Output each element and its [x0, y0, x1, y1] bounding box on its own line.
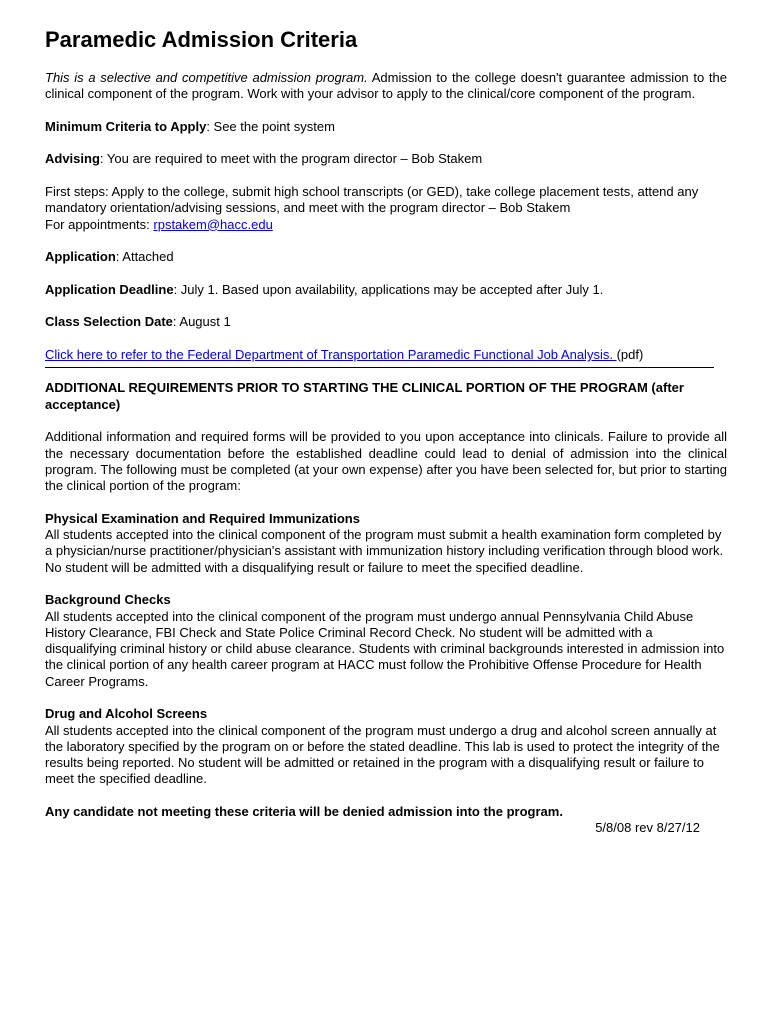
physical-text: All students accepted into the clinical component of the program must submit a health examination form completed by a physician/nurse practitioner/physician's assistant with immunization history including verification through blood work. No student will be admitted with a disqualifying result or failure to meet the specified deadline. — [45, 527, 724, 575]
application — [45, 249, 727, 265]
physical-section — [45, 511, 727, 576]
application-text: : Attached — [115, 249, 174, 265]
minimum-criteria — [45, 119, 727, 135]
final-note: Any candidate not meeting these criteria will be denied admission into the program. — [45, 804, 563, 820]
document-page — [45, 26, 727, 837]
email-link[interactable]: rpstakem@hacc.edu — [153, 216, 273, 232]
drug-title: Drug and Alcohol Screens — [45, 706, 208, 722]
first-steps — [45, 184, 727, 233]
advising — [45, 151, 727, 167]
appointments-label: For appointments: — [45, 216, 154, 232]
background-title: Background Checks — [45, 592, 171, 608]
intro-text: Admission to the college doesn't guarantee admission to the clinical component of the program. Work with your advisor to apply to the clinical/core component of the program. — [45, 70, 727, 102]
background-text: All students accepted into the clinical component of the program must undergo annual Pennsylvania Child Abuse History Clearance, FBI Check and State Police Criminal Record Check. No student will be admitted with a disqualifying criminal history or child abuse clearance. Students with criminal backgrounds interested in admission into the clinical portion of any health career program at HACC must follow the Prohibitive Offense Procedure for Health Career Programs. — [45, 608, 725, 689]
deadline-text: : July 1. Based upon availability, applications may be accepted after July 1. — [173, 281, 604, 297]
class-selection — [45, 314, 727, 330]
class-selection-label: Class Selection Date — [45, 314, 173, 330]
minimum-label: Minimum Criteria to Apply — [45, 118, 207, 134]
class-selection-text: : August 1 — [172, 314, 231, 330]
divider — [45, 367, 714, 368]
page-title: Paramedic Admission Criteria — [45, 27, 358, 52]
additional-requirements-heading: ADDITIONAL REQUIREMENTS PRIOR TO STARTING THE CLINICAL PORTION OF THE PROGRAM (after acceptance) — [45, 380, 684, 412]
intro-italic: This is a selective and competitive admission program. — [45, 70, 368, 85]
dot-job-analysis-link[interactable]: Click here to refer to the Federal Department of Transportation Paramedic Functional Job Analysis. — [45, 347, 617, 363]
drug-text: All students accepted into the clinical component of the program must undergo a drug and alcohol screen annually at the laboratory specified by the program on or before the stated deadline. This lab is used to protect the integrity of the results being reported. No student will be admitted or retained in the program with a disqualifying result or failure to meet the specified deadline. — [45, 722, 720, 787]
dot-link-suffix: (pdf) — [616, 347, 644, 363]
physical-title: Physical Examination and Required Immunizations — [45, 510, 360, 526]
intro-paragraph — [45, 70, 727, 103]
dot-link-line — [45, 347, 727, 363]
application-label: Application — [45, 249, 116, 265]
drug-section — [45, 706, 727, 787]
additional-intro: Additional information and required forms will be provided to you upon acceptance into clinicals. Failure to provide all the necessary documentation before the established deadline could lead to denial of admission into the clinical program. The following must be completed (at your own expense) after you have been selected for, but prior to starting the clinical portion of the program: — [45, 429, 727, 494]
revision-date: 5/8/08 rev 8/27/12 — [595, 820, 700, 836]
deadline-label: Application Deadline — [45, 281, 174, 297]
first-steps-text: First steps: Apply to the college, submit high school transcripts (or GED), take college placement tests, attend any mandatory orientation/advising sessions, and meet with the program director – Bob Stakem — [45, 184, 699, 216]
minimum-text: : See the point system — [206, 118, 335, 134]
advising-text: : You are required to meet with the program director – Bob Stakem — [99, 151, 483, 167]
background-section — [45, 592, 727, 690]
advising-label: Advising — [45, 151, 100, 167]
application-deadline — [45, 282, 727, 298]
